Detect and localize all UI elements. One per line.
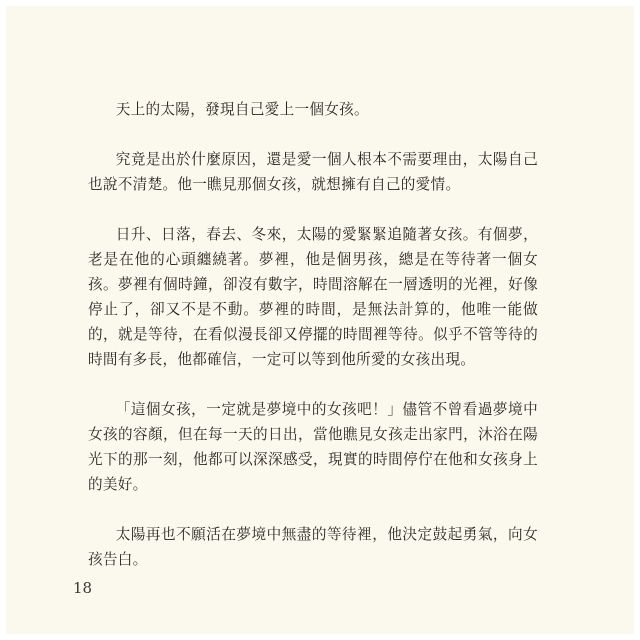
paragraph-4: 「這個女孩，一定就是夢境中的女孩吧！」儘管不曾看過夢境中女孩的容顏，但在每一天的日出，當他瞧見女孩走出家門，沐浴在陽光下的那一刻，他都可以深深感受，現實的時間停佇在他和女孩身上的美好。: [88, 401, 538, 493]
book-page: [6, 6, 634, 634]
paragraph-3: 日升、日落，春去、冬來，太陽的愛緊緊追隨著女孩。有個夢，老是在他的心頭纏繞著。夢裡，他是個男孩，總是在等待著一個女孩。夢裡有個時鐘，卻沒有數字，時間溶解在一層透明的光裡，好像停止了，卻又不是不動。夢裡的時間，是無法計算的，他唯一能做的，就是等待，在看似漫長卻又停擺的時間裡等待。似乎不管等待的時間有多長，他都確信，一定可以等到他所愛的女孩出現。: [88, 226, 538, 368]
paragraph-5: 太陽再也不願活在夢境中無盡的等待裡，他決定鼓起勇氣，向女孩告白。: [88, 526, 538, 568]
page-number: 18: [73, 579, 93, 597]
body-text: [88, 97, 538, 597]
paragraph-1: 天上的太陽，發現自己愛上一個女孩。: [115, 101, 369, 118]
paragraph-2: 究竟是出於什麼原因，還是愛一個人根本不需要理由，太陽自己也說不清楚。他一瞧見那個女孩，就想擁有自己的愛情。: [88, 151, 538, 193]
